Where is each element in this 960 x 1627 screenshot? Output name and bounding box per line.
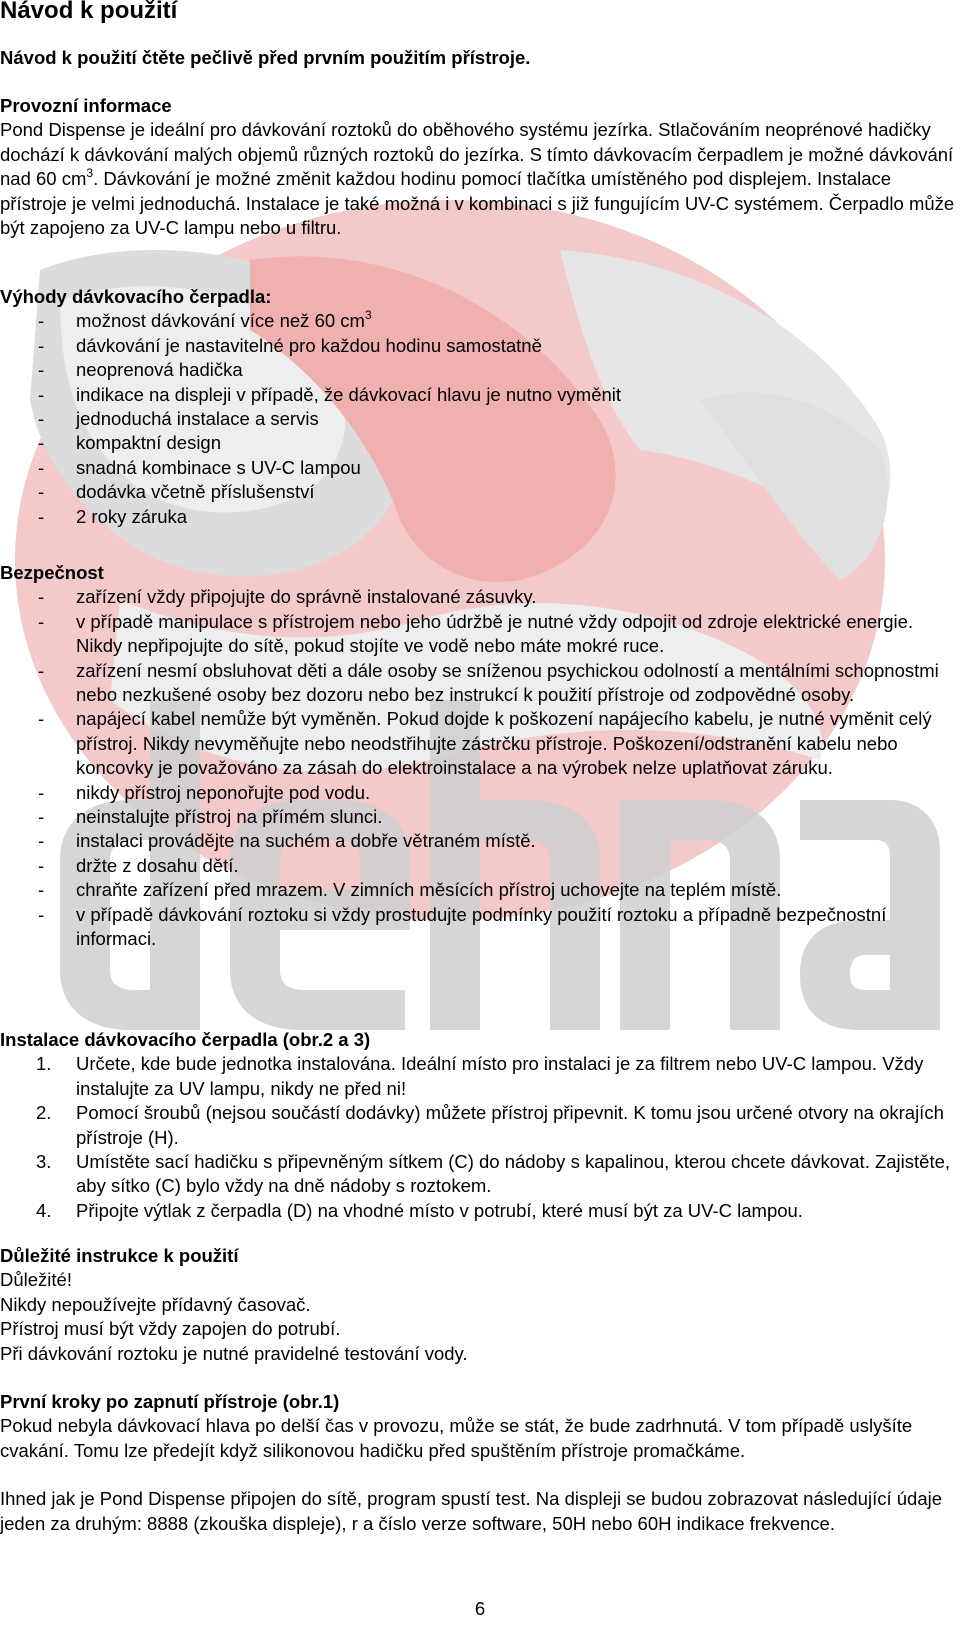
operating-info-heading: Provozní informace [0,95,172,116]
intro-text: Návod k použití čtěte pečlivě před prvním použitím přístroje. [0,47,531,68]
list-item: - dodávka včetně příslušenství [0,480,958,504]
list-item: - nikdy přístroj neponořujte pod vodu. [0,781,958,805]
safety-list [0,585,958,951]
important-line: Při dávkování roztoku je nutné pravidelné testování vody. [0,1342,468,1364]
important-line: Nikdy nepoužívejte přídavný časovač. [0,1293,311,1315]
list-item: 4. Připojte výtlak z čerpadla (D) na vhodné místo v potrubí, které musí být za UV-C lampou. [36,1199,803,1221]
list-item: - v případě dávkování roztoku si vždy prostudujte podmínky použití roztoku a případně bezpečnostní informaci. [0,903,958,952]
list-item: 1. Určete, kde bude jednotka instalována. Ideální místo pro instalaci je za filtrem nebo UV-C lampou. Vždy instalujte za UV lampu, nikdy ne před ni! [36,1053,924,1099]
first-steps-paragraph: Ihned jak je Pond Dispense připojen do sítě, program spustí test. Na displeji se budou zobrazovat následující údaje jeden za druhým: 8888 (zkouška displeje), r a číslo verze software, 50H nebo 60H indikace frekvence. [0,1488,943,1534]
list-item: - instalaci provádějte na suchém a dobře větraném místě. [0,829,958,853]
important-line: Důležité! [0,1269,72,1291]
list-item: - možnost dávkování více než 60 $cm^3$ [0,309,958,333]
list-item: - 2 roky záruka [0,505,958,529]
page-number: 6 [474,1598,486,1619]
list-item: - v případě manipulace s přístrojem nebo jeho údržbě je nutné vždy odpojit od zdroje elektrické energie. Nikdy nepřipojujte do sítě, pokud stojíte ve vodě nebo máte mokré ruce. [0,610,958,659]
important-section [0,1244,958,1366]
document-title: Návod k použití [0,0,178,24]
intro-section [0,46,958,70]
list-item: - zařízení nesmí obsluhovat děti a dále osoby se sníženou psychickou odolností a mentálními schopnostmi nebo nezkušené osoby bez dozoru nebo bez instrukcí k použití přístroje od zodpovědné osoby. [0,659,958,708]
list-item: - neinstalujte přístroj na přímém slunci. [0,805,958,829]
first-steps-section [0,1390,958,1536]
operating-info-text: Pond Dispense je ideální pro dávkování roztoků do oběhového systému jezírka. Stlačováním neoprénové hadičky dochází k dávkování malých objemů různých roztoků do jezírka. S tímto dávkovacím čerpadlem je možné dávkování nad 60 $cm^3$. Dávkování je možné změnit každou hodinu pomocí tlačítka umístěného pod displejem. Instalace přístroje je velmi jednoduchá. Instalace je také možná i v kombinaci s již fungujícím UV-C systémem. Čerpadlo může být zapojeno za UV-C lampu nebo u filtru. [0,119,955,239]
advantages-list [0,309,958,529]
important-heading: Důležité instrukce k použití [0,1245,239,1266]
list-item: - snadná kombinace s UV-C lampou [0,456,958,480]
list-item: - napájecí kabel nemůže být vyměněn. Pokud dojde k poškození napájecího kabelu, je nutné vyměnit celý přístroj. Nikdy nevyměňujte nebo neodstřihujte zástrčku přístroje. Poškození/odstranění kabelu nebo koncovky je považováno za zásah do elektroinstalace a na výrobek nelze uplatňovat záruku. [0,707,958,780]
list-item: - držte z dosahu dětí. [0,854,958,878]
first-steps-heading: První kroky po zapnutí přístroje (obr.1) [0,1391,340,1412]
list-item: - zařízení vždy připojujte do správně instalované zásuvky. [0,585,958,609]
safety-heading: Bezpečnost [0,562,104,583]
list-item: - dávkování je nastavitelné pro každou hodinu samostatně [0,334,958,358]
advantages-heading: Výhody dávkovacího čerpadla: [0,286,272,307]
advantages-section [0,285,958,529]
safety-section [0,561,958,952]
first-steps-paragraph: Pokud nebyla dávkovací hlava po delší čas v provozu, může se stát, že bude zadrhnutá. V tom případě uslyšíte cvakání. Tomu lze předejít když silikonovou hadičku před spuštěním přístroje promačkáme. [0,1415,913,1461]
important-line: Přístroj musí být vždy zapojen do potrubí. [0,1318,341,1340]
list-item: - kompaktní design [0,431,958,455]
operating-info-section [0,94,958,240]
installation-section [0,1028,958,1223]
list-item: - jednoduchá instalace a servis [0,407,958,431]
list-item: - indikace na displeji v případě, že dávkovací hlavu je nutno vyměnit [0,383,958,407]
list-item: - neoprenová hadička [0,358,958,382]
installation-heading: Instalace dávkovacího čerpadla (obr.2 a 3) [0,1029,371,1050]
list-item: 3. Umístěte sací hadičku s připevněným sítkem (C) do nádoby s kapalinou, kterou chcete dávkovat. Zajistěte, aby sítko (C) bylo vždy na dně nádoby s roztokem. [36,1151,951,1197]
list-item: - chraňte zařízení před mrazem. V zimních měsících přístroj uchovejte na teplém místě. [0,878,958,902]
list-item: 2. Pomocí šroubů (nejsou součástí dodávky) můžete přístroj připevnit. K tomu jsou určené otvory na okrajích přístroje (H). [36,1102,944,1148]
installation-steps [0,1052,958,1223]
